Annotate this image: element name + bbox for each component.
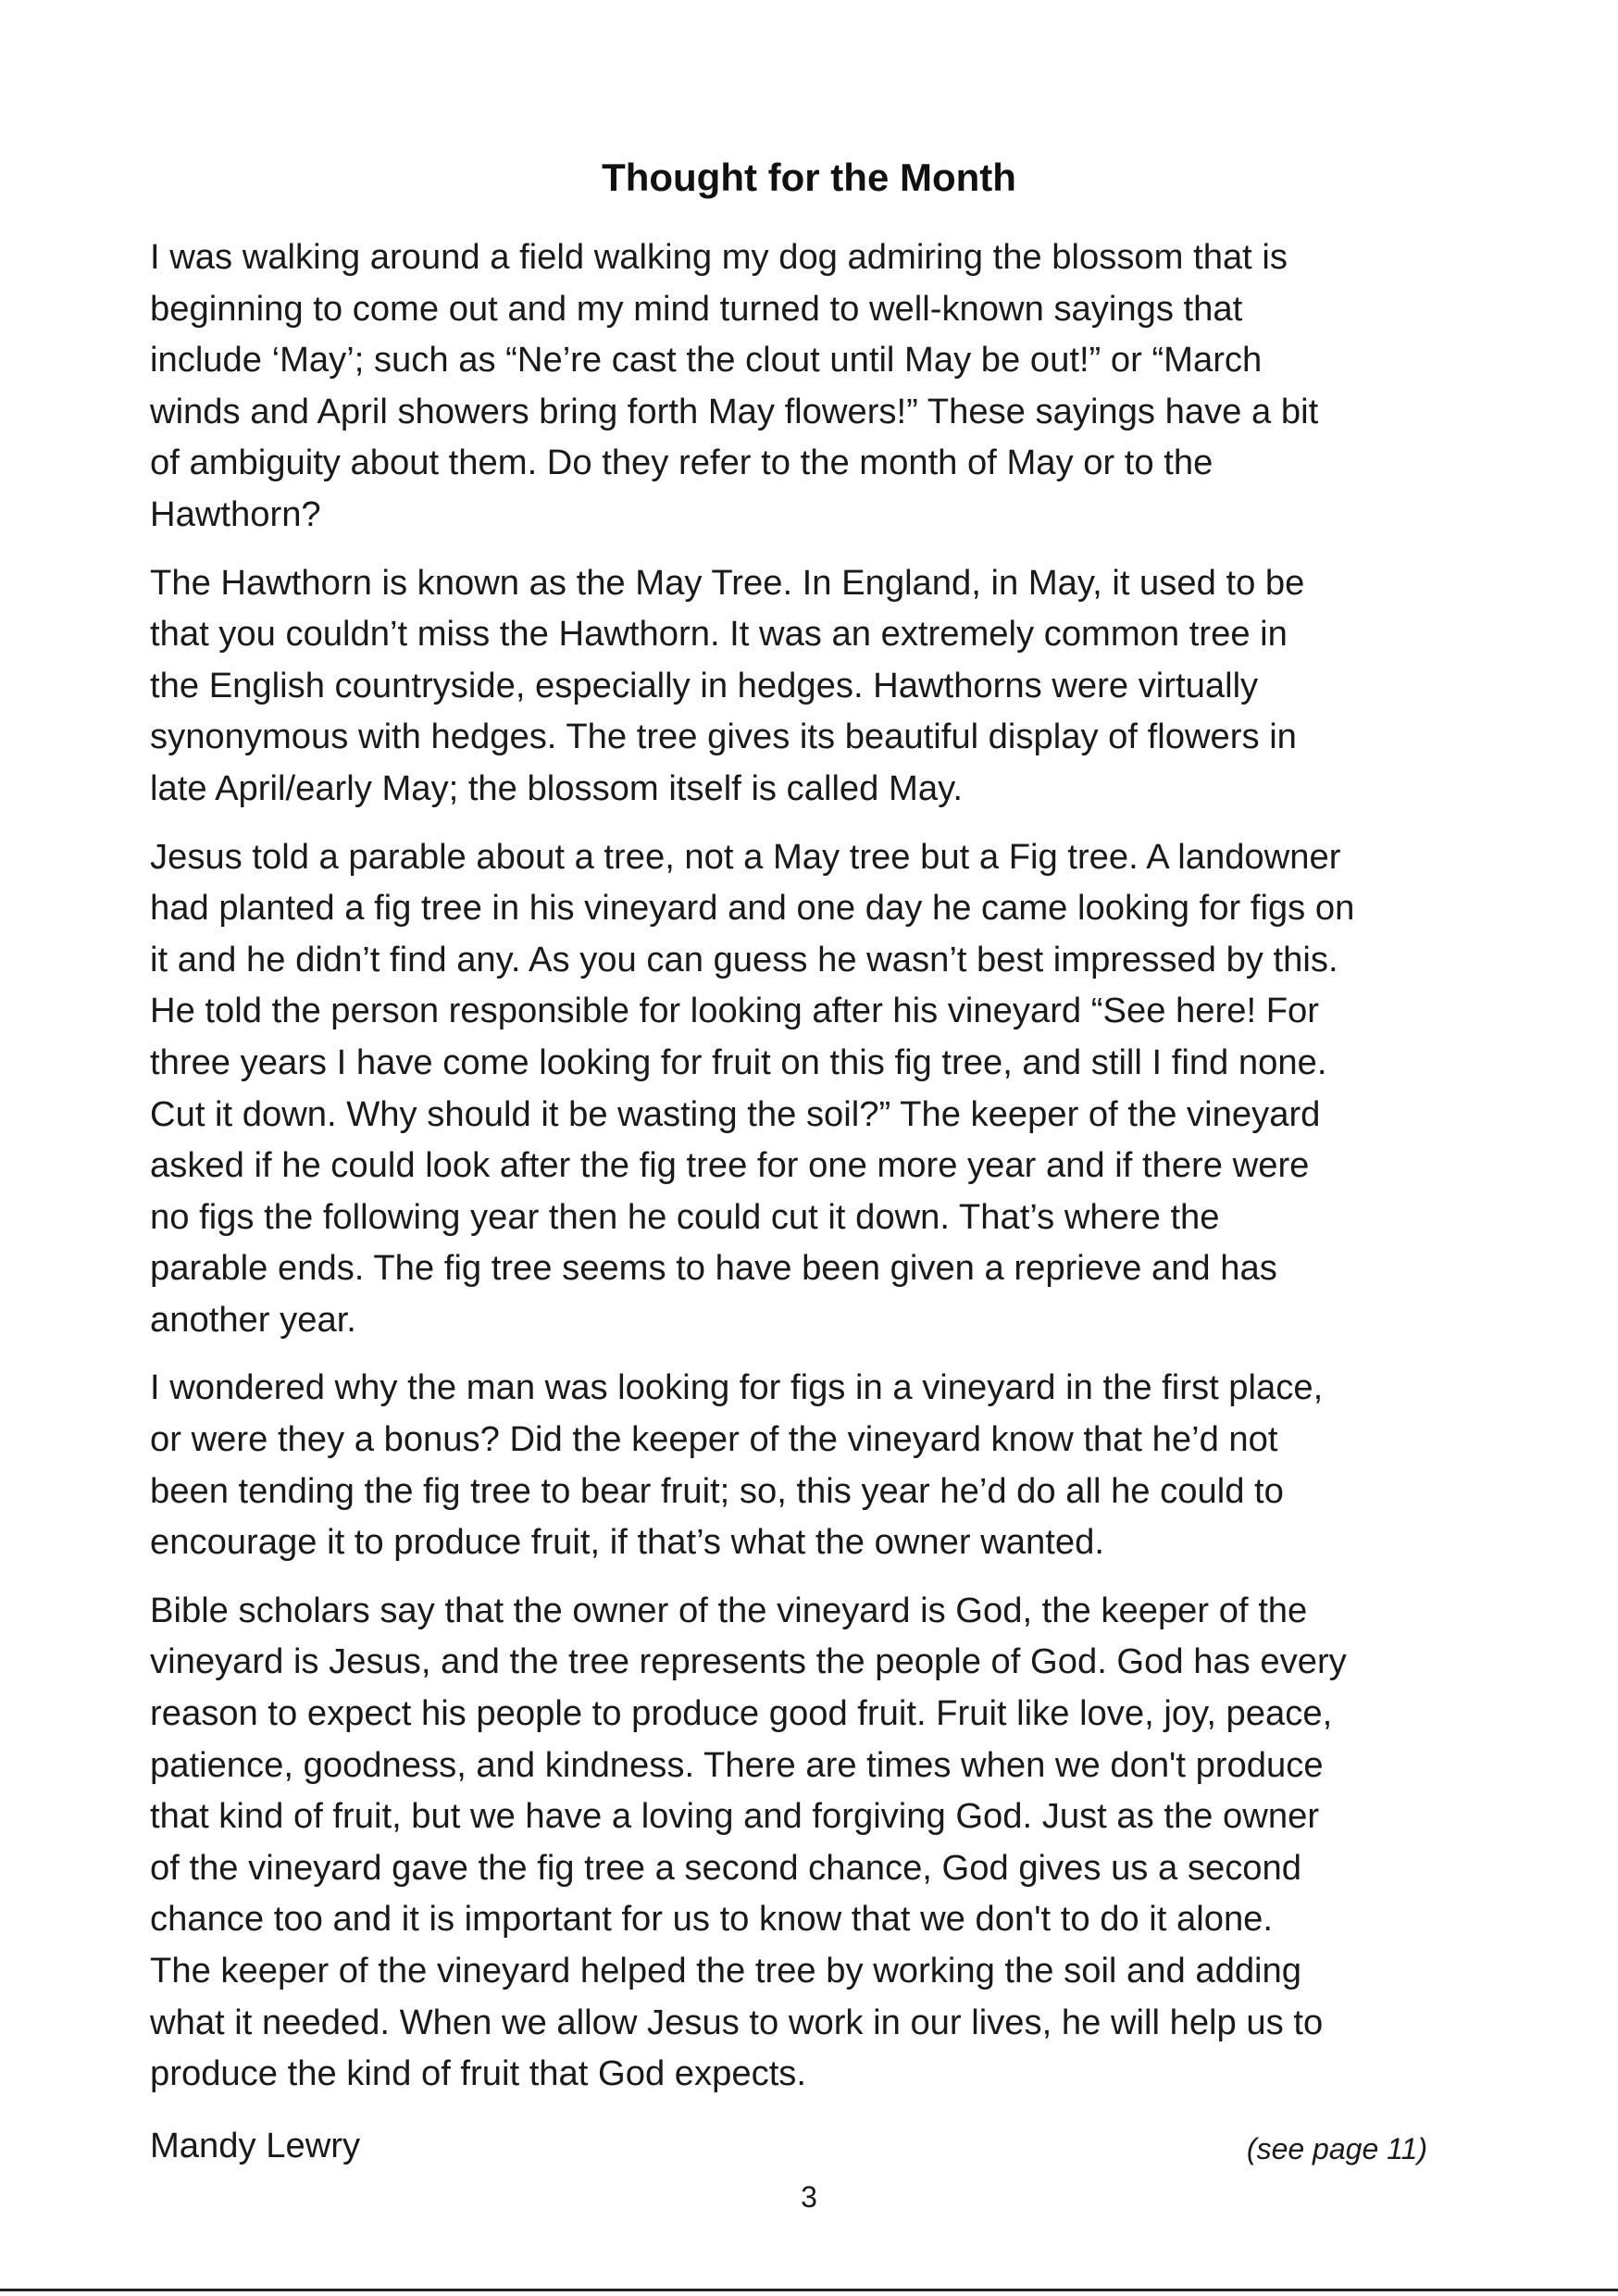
article-body bbox=[150, 231, 1483, 2116]
author-name: Mandy Lewry bbox=[150, 2126, 361, 2165]
paragraph-1: I was walking around a field walking my dog admiring the blossom that is beginning to come out and my mind turned to well-known sayings that include ‘May’; such as “Ne’re cast the clout until May be out!” or “March winds and April showers bring forth May flowers!” These sayings have a bit of ambiguity about them. Do they refer to the month of May or to the Hawthorn? bbox=[150, 237, 1319, 534]
paragraph-5: Bible scholars say that the owner of the vineyard is God, the keeper of the vineyard is Jesus, and the tree represents the people of God. God has every reason to expect his people to produce good fruit. Fruit like love, joy, peace, patience, goodness, and kindness. There are times when we don't produce that kind of fruit, but we have a loving and forgiving God. Just as the owner of the vineyard gave the fig tree a second chance, God gives us a second chance too and it is important for us to know that we don't to do it alone. The keeper of the vineyard helped the tree by working the soil and adding what it needed. When we allow Jesus to work in our lives, he will help us to produce the kind of fruit that God expects. bbox=[150, 1590, 1347, 2094]
article-title: Thought for the Month bbox=[602, 156, 1016, 199]
paragraph-4: I wondered why the man was looking for figs in a vineyard in the first place, or were they a bonus? Did the keeper of the vineyard know that he’d not been tending the fig tree to bear fruit; so, this year he’d do all he could to encourage it to produce fruit, if that’s what the owner wanted. bbox=[150, 1367, 1324, 1563]
signature-row bbox=[150, 2120, 1427, 2176]
paragraph-3: Jesus told a parable about a tree, not a May tree but a Fig tree. A landowner had planted a fig tree in his vineyard and one day he came looking for figs on it and he didn’t find any. As you can guess he wasn’t best impressed by this. He told the person responsible for looking after his vineyard “See here! For three years I have come looking for fruit on this fig tree, and still I find none. Cut it down. Why should it be wasting the soil?” The keeper of the vineyard asked if he could look after the fig tree for one more year and if there were no figs the following year then he could cut it down. That’s where the parable ends. The fig tree seems to have been given a reprieve and has another year. bbox=[150, 836, 1355, 1340]
see-page-reference: (see page 11) bbox=[1246, 2132, 1427, 2165]
page-number: 3 bbox=[801, 2180, 817, 2214]
bottom-rule bbox=[0, 2289, 1618, 2291]
paragraph-2: The Hawthorn is known as the May Tree. In England, in May, it used to be that you couldn’t miss the Hawthorn. It was an extremely common tree in the English countryside, especially in hedges. Hawthorns were virtually synonymous with hedges. The tree gives its beautiful display of flowers in late April/early May; the blossom itself is called May. bbox=[150, 562, 1305, 808]
